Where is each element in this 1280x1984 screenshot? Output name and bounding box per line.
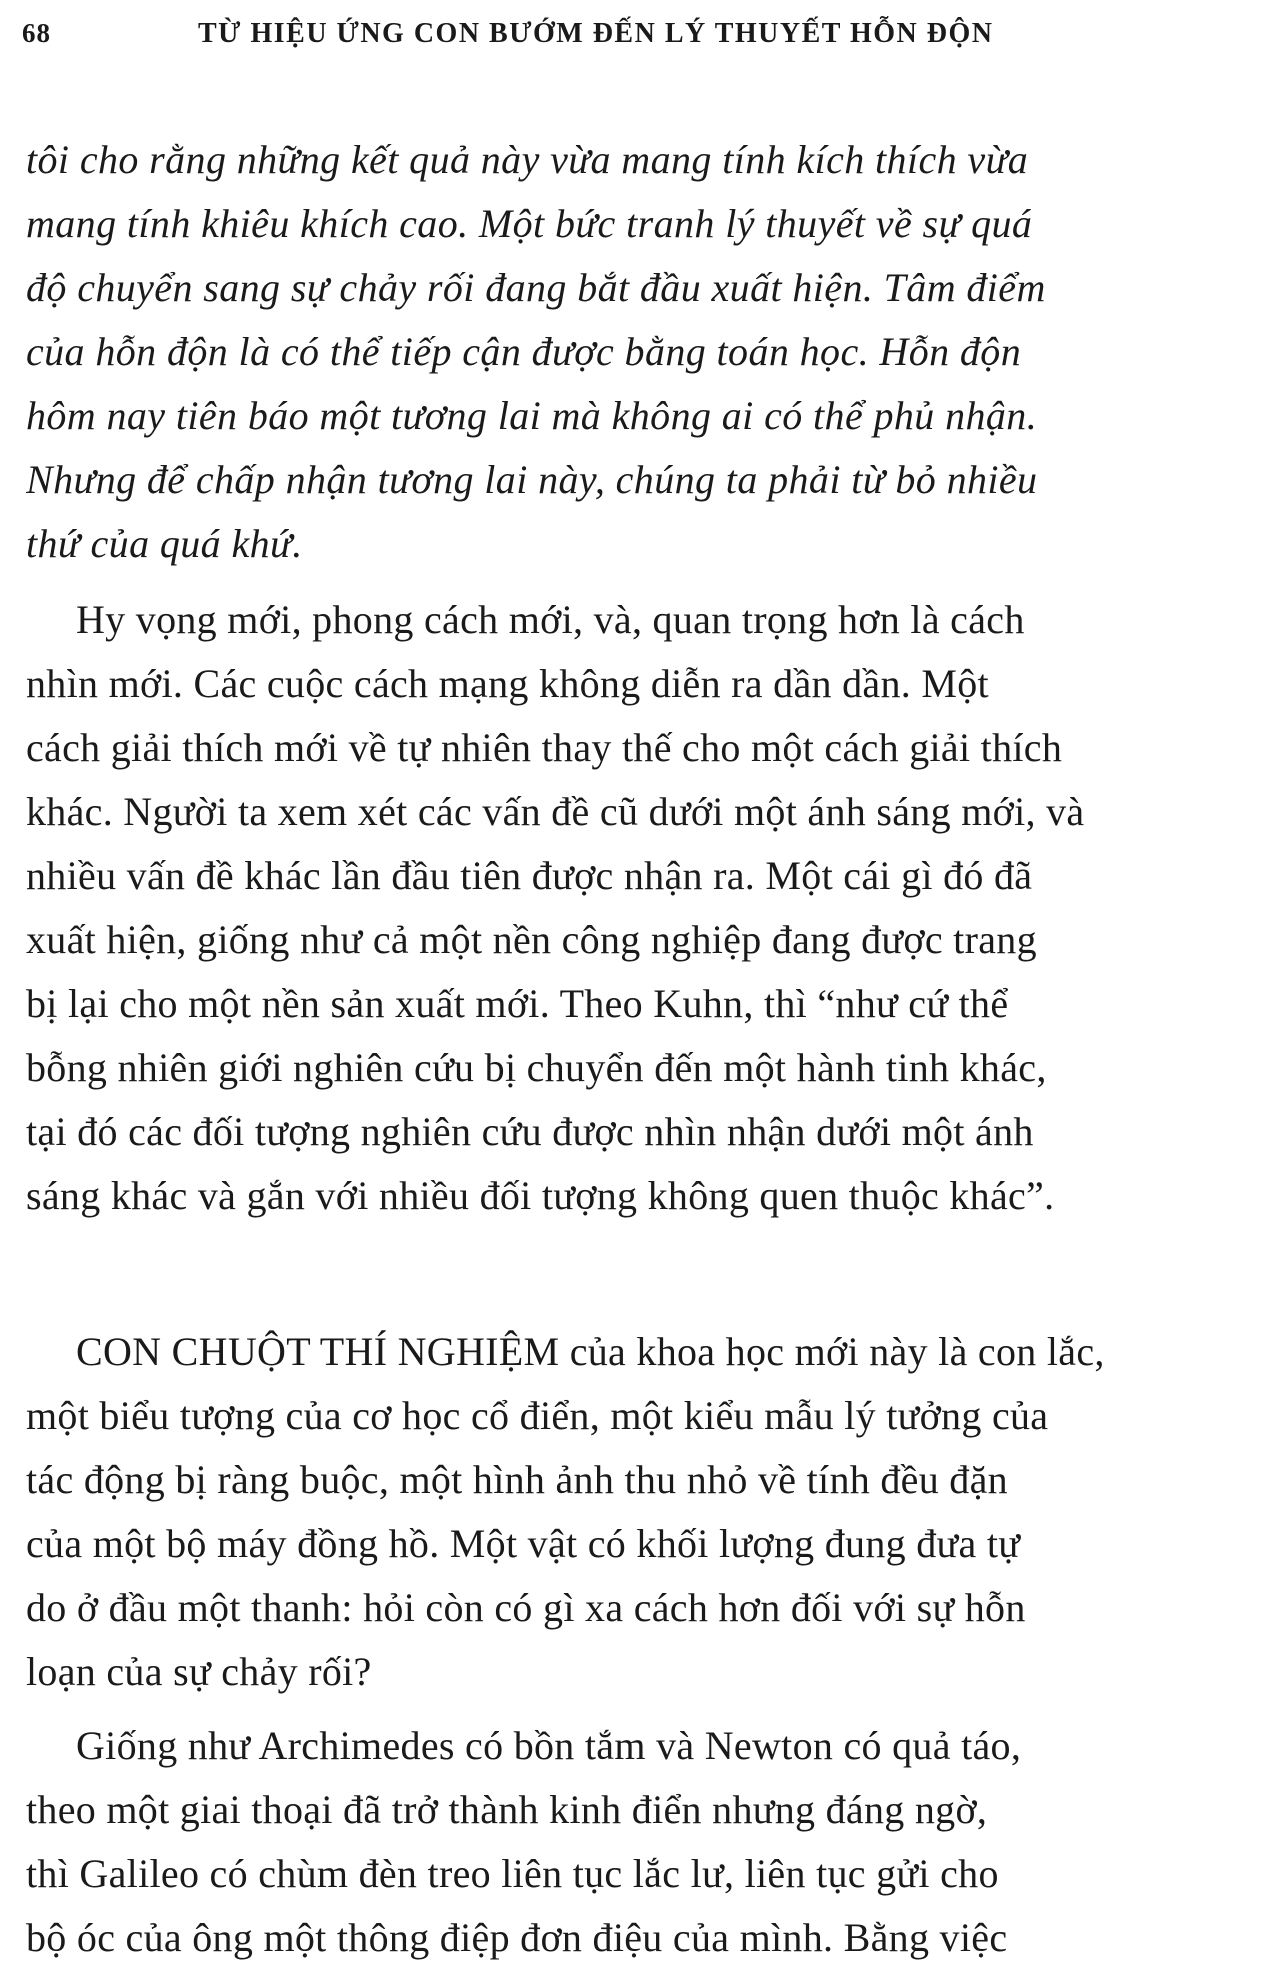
text-line: xuất hiện, giống như cả một nền công nghiệp đang được trang bbox=[26, 917, 1037, 962]
text-line: do ở đầu một thanh: hỏi còn có gì xa cách hơn đối với sự hỗn bbox=[26, 1585, 1026, 1630]
text-line: thì Galileo có chùm đèn treo liên tục lắc lư, liên tục gửi cho bbox=[26, 1851, 999, 1896]
text-line: tại đó các đối tượng nghiên cứu được nhìn nhận dưới một ánh bbox=[26, 1109, 1034, 1154]
text-line: bộ óc của ông một thông điệp đơn điệu của mình. Bằng việc bbox=[26, 1915, 1008, 1960]
text-line: theo một giai thoại đã trở thành kinh điển nhưng đáng ngờ, bbox=[26, 1787, 988, 1832]
text-line: khác. Người ta xem xét các vấn đề cũ dưới một ánh sáng mới, và bbox=[26, 789, 1085, 834]
text-line: độ chuyển sang sự chảy rối đang bắt đầu xuất hiện. Tâm điểm bbox=[26, 265, 1046, 310]
text-line: bị lại cho một nền sản xuất mới. Theo Kuhn, thì “như cứ thể bbox=[26, 981, 1009, 1026]
text-line: Hy vọng mới, phong cách mới, và, quan trọng hơn là cách bbox=[76, 597, 1025, 642]
paragraph bbox=[26, 1320, 1252, 1704]
text-line: thứ của quá khứ. bbox=[26, 521, 303, 566]
text-line: Giống như Archimedes có bồn tắm và Newton có quả táo, bbox=[76, 1723, 1022, 1768]
text-line: mang tính khiêu khích cao. Một bức tranh lý thuyết về sự quá bbox=[26, 201, 1033, 246]
text-line: nhìn mới. Các cuộc cách mạng không diễn ra dần dần. Một bbox=[26, 661, 989, 706]
text-line: cách giải thích mới về tự nhiên thay thế cho một cách giải thích bbox=[26, 725, 1063, 770]
text-line: hôm nay tiên báo một tương lai mà không ai có thể phủ nhận. bbox=[26, 393, 1038, 438]
text-line: của hỗn độn là có thể tiếp cận được bằng toán học. Hỗn độn bbox=[26, 329, 1022, 374]
text-line: tôi cho rằng những kết quả này vừa mang tính kích thích vừa bbox=[26, 137, 1029, 182]
page-header bbox=[22, 18, 1250, 58]
text-line: bỗng nhiên giới nghiên cứu bị chuyển đến một hành tinh khác, bbox=[26, 1045, 1047, 1090]
text-line: nhiều vấn đề khác lần đầu tiên được nhận ra. Một cái gì đó đã bbox=[26, 853, 1033, 898]
text-line: CON CHUỘT THÍ NGHIỆM của khoa học mới này là con lắc, bbox=[76, 1329, 1105, 1374]
paragraph bbox=[26, 588, 1252, 1228]
text-line: tác động bị ràng buộc, một hình ảnh thu nhỏ về tính đều đặn bbox=[26, 1457, 1008, 1502]
text-line: Nhưng để chấp nhận tương lai này, chúng ta phải từ bỏ nhiều bbox=[26, 457, 1038, 502]
text-line: của một bộ máy đồng hồ. Một vật có khối lượng đung đưa tự bbox=[26, 1521, 1021, 1566]
text-line: sáng khác và gắn với nhiều đối tượng không quen thuộc khác”. bbox=[26, 1173, 1055, 1218]
text-line: một biểu tượng của cơ học cổ điển, một kiểu mẫu lý tưởng của bbox=[26, 1393, 1049, 1438]
paragraph bbox=[26, 1714, 1252, 1970]
page-number: 68 bbox=[22, 18, 51, 48]
running-head: TỪ HIỆU ỨNG CON BƯỚM ĐẾN LÝ THUYẾT HỖN ĐỘN bbox=[198, 18, 994, 49]
text-line: loạn của sự chảy rối? bbox=[26, 1649, 372, 1694]
italic-quote-block bbox=[26, 128, 1252, 576]
